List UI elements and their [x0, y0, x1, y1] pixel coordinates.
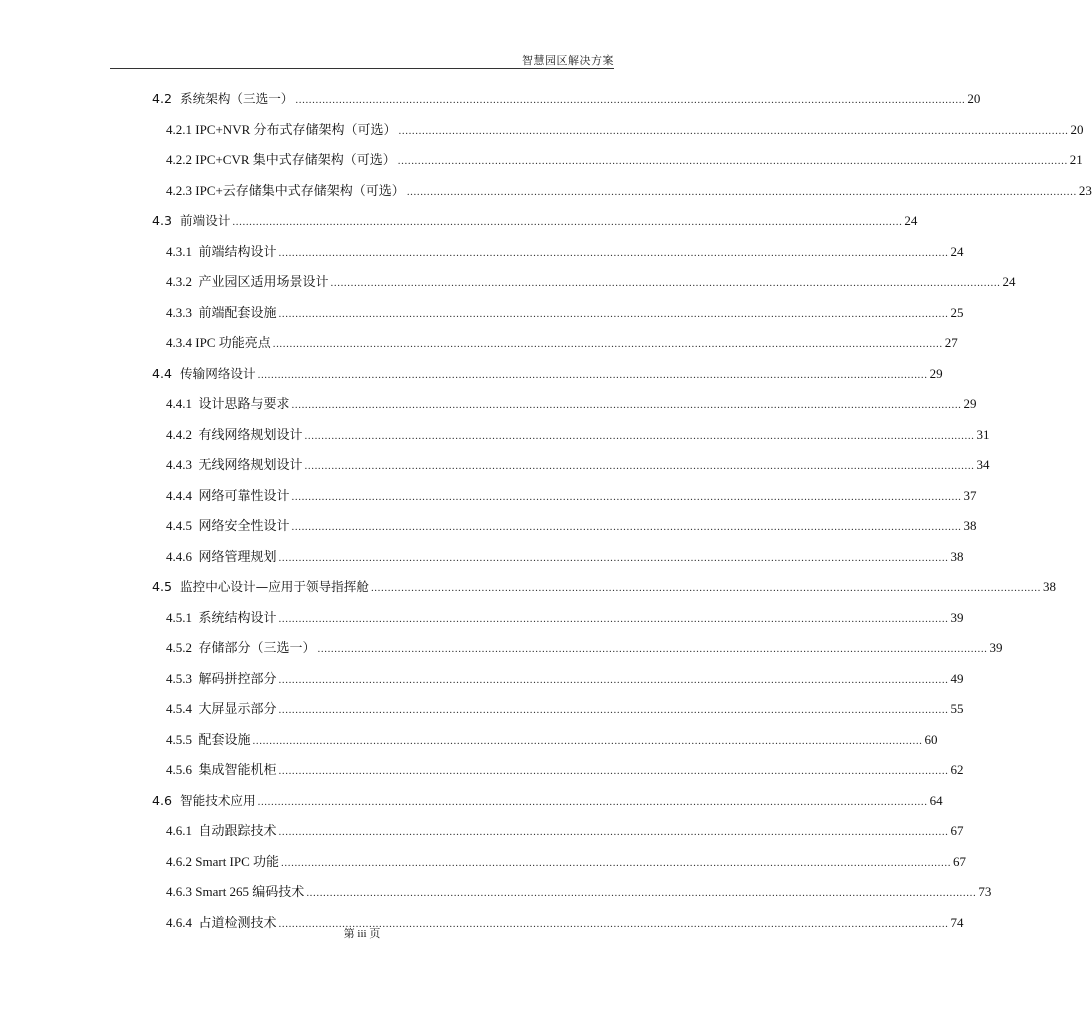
toc-entry-page: 23: [1078, 182, 1092, 198]
toc-entry-label: 4.5.2 存储部分（三选一）: [166, 640, 316, 655]
toc-entry-label: 4.3.3 前端配套设施: [166, 304, 277, 320]
toc-entry-label: 4.6 智能技术应用: [152, 792, 256, 808]
toc-entry[interactable]: [152, 365, 943, 398]
toc-entry[interactable]: [152, 121, 1084, 154]
toc-entry-page: 20: [1070, 121, 1084, 137]
toc-entry[interactable]: [152, 792, 943, 825]
toc-entry-page: 38: [1042, 579, 1056, 594]
toc-entry-page: 34: [976, 457, 990, 472]
dot-leader: ........................................................................................................................................................................................................: [278, 765, 949, 777]
toc-entry-page: 21: [1069, 152, 1083, 167]
toc-entry-page: 20: [967, 91, 981, 106]
toc-entry-page: 39: [950, 609, 964, 625]
toc-entry-label: 4.2.1 IPC+NVR 分布式存储架构（可选）: [166, 121, 397, 137]
toc-entry-page: 67: [950, 823, 964, 838]
toc-entry-label: 4.3.2 产业园区适用场景设计: [166, 274, 329, 289]
dot-leader: ........................................................................................................................................................................................................: [330, 277, 1001, 289]
dot-leader: ........................................................................................................................................................................................................: [278, 551, 949, 564]
toc-entry[interactable]: [152, 670, 964, 703]
toc-entry-page: 29: [963, 396, 977, 411]
toc-entry-label: 4.2.3 IPC+云存储集中式存储架构（可选）: [166, 182, 405, 198]
dot-leader: ........................................................................................................................................................................................................: [281, 856, 952, 869]
toc-entry-page: 39: [989, 640, 1003, 655]
dot-leader: ........................................................................................................................................................................................................: [406, 185, 1077, 198]
dot-leader: ........................................................................................................................................................................................................: [278, 826, 949, 838]
dot-leader: ........................................................................................................................................................................................................: [291, 490, 962, 503]
table-of-contents: [152, 91, 1092, 946]
toc-entry[interactable]: [152, 548, 964, 581]
toc-entry-page: 29: [929, 365, 943, 381]
toc-entry-label: 4.4.3 无线网络规划设计: [166, 457, 303, 472]
page-number: 第 iii 页: [343, 928, 381, 940]
dot-leader: ........................................................................................................................................................................................................: [252, 734, 923, 747]
toc-entry-label: 4.3 前端设计: [152, 213, 231, 228]
dot-leader: ........................................................................................................................................................................................................: [278, 612, 949, 625]
toc-entry[interactable]: [152, 853, 967, 886]
toc-entry[interactable]: [152, 274, 1016, 306]
dot-leader: ........................................................................................................................................................................................................: [278, 307, 949, 320]
toc-entry-page: 25: [950, 304, 964, 320]
toc-entry[interactable]: [152, 213, 918, 245]
toc-entry-label: 4.5.3 解码拼控部分: [166, 670, 277, 686]
toc-entry-label: 4.4.2 有线网络规划设计: [166, 426, 303, 442]
toc-entry[interactable]: [152, 731, 938, 764]
dot-leader: ........................................................................................................................................................................................................: [306, 887, 977, 899]
toc-entry-label: 4.6.1 自动跟踪技术: [166, 823, 277, 838]
toc-entry-label: 4.6.2 Smart IPC 功能: [166, 853, 280, 869]
dot-leader: ........................................................................................................................................................................................................: [257, 368, 928, 381]
toc-entry-page: 37: [963, 487, 977, 503]
toc-entry-page: 74: [950, 914, 964, 930]
toc-entry-page: 24: [950, 243, 964, 259]
dot-leader: ........................................................................................................................................................................................................: [232, 216, 903, 228]
header-divider: [110, 68, 614, 69]
toc-entry-page: 24: [904, 213, 918, 228]
dot-leader: ........................................................................................................................................................................................................: [291, 521, 962, 533]
dot-leader: ........................................................................................................................................................................................................: [397, 155, 1068, 167]
toc-entry[interactable]: [152, 701, 964, 733]
toc-entry-label: 4.4.1 设计思路与要求: [166, 396, 290, 411]
toc-entry[interactable]: [152, 152, 1083, 184]
toc-entry-label: 4.3.4 IPC 功能亮点: [166, 335, 271, 350]
toc-entry[interactable]: [152, 579, 1056, 611]
toc-entry-label: 4.5.5 配套设施: [166, 731, 251, 747]
toc-entry-page: 67: [953, 853, 967, 869]
dot-leader: ........................................................................................................................................................................................................: [317, 643, 988, 655]
dot-leader: ........................................................................................................................................................................................................: [272, 338, 943, 350]
toc-entry[interactable]: [152, 396, 977, 428]
toc-entry-label: 4.6.4 占道检测技术: [166, 914, 277, 930]
dot-leader: ........................................................................................................................................................................................................: [398, 124, 1069, 137]
toc-entry[interactable]: [152, 487, 977, 520]
dot-leader: ........................................................................................................................................................................................................: [295, 94, 966, 106]
toc-entry-label: 4.3.1 前端结构设计: [166, 243, 277, 259]
toc-entry-page: 31: [976, 426, 990, 442]
toc-entry-label: 4.4 传输网络设计: [152, 365, 256, 381]
dot-leader: ........................................................................................................................................................................................................: [304, 460, 975, 472]
toc-entry-page: 38: [950, 548, 964, 564]
toc-entry-label: 4.5.6 集成智能机柜: [166, 762, 277, 777]
toc-entry-page: 27: [944, 335, 958, 350]
toc-entry-label: 4.6.3 Smart 265 编码技术: [166, 884, 305, 899]
toc-entry-label: 4.5 监控中心设计—应用于领导指挥舱: [152, 579, 369, 594]
dot-leader: ........................................................................................................................................................................................................: [278, 704, 949, 716]
toc-entry-page: 55: [950, 701, 964, 716]
toc-entry[interactable]: [152, 426, 990, 459]
toc-entry[interactable]: [152, 243, 964, 276]
toc-entry[interactable]: [152, 609, 964, 642]
dot-leader: ........................................................................................................................................................................................................: [278, 917, 949, 930]
dot-leader: ........................................................................................................................................................................................................: [278, 673, 949, 686]
toc-entry-label: 4.4.4 网络可靠性设计: [166, 487, 290, 503]
toc-entry-label: 4.5.1 系统结构设计: [166, 609, 277, 625]
toc-entry-page: 64: [929, 792, 943, 808]
toc-entry-page: 49: [950, 670, 964, 686]
toc-entry-page: 60: [924, 731, 938, 747]
toc-entry[interactable]: [152, 304, 964, 337]
toc-entry-page: 24: [1002, 274, 1016, 289]
toc-entry-label: 4.2 系统架构（三选一）: [152, 91, 294, 106]
toc-entry[interactable]: [152, 640, 1003, 672]
dot-leader: ........................................................................................................................................................................................................: [257, 795, 928, 808]
toc-entry[interactable]: [152, 884, 992, 916]
toc-entry[interactable]: [152, 518, 977, 550]
toc-entry-page: 62: [950, 762, 964, 777]
toc-entry[interactable]: [152, 335, 958, 367]
toc-entry-label: 4.2.2 IPC+CVR 集中式存储架构（可选）: [166, 152, 396, 167]
toc-entry[interactable]: [152, 762, 964, 794]
dot-leader: ........................................................................................................................................................................................................: [304, 429, 975, 442]
toc-entry-page: 73: [978, 884, 992, 899]
toc-entry[interactable]: [152, 823, 964, 855]
dot-leader: ........................................................................................................................................................................................................: [278, 246, 949, 259]
toc-entry-label: 4.4.6 网络管理规划: [166, 548, 277, 564]
toc-entry[interactable]: [152, 182, 1092, 215]
dot-leader: ........................................................................................................................................................................................................: [370, 582, 1041, 594]
toc-entry[interactable]: [152, 91, 981, 123]
toc-entry-label: 4.4.5 网络安全性设计: [166, 518, 290, 533]
toc-entry-label: 4.5.4 大屏显示部分: [166, 701, 277, 716]
dot-leader: ........................................................................................................................................................................................................: [291, 399, 962, 411]
toc-entry-page: 38: [963, 518, 977, 533]
document-title: 智慧园区解决方案: [522, 54, 614, 67]
toc-entry[interactable]: [152, 457, 990, 489]
